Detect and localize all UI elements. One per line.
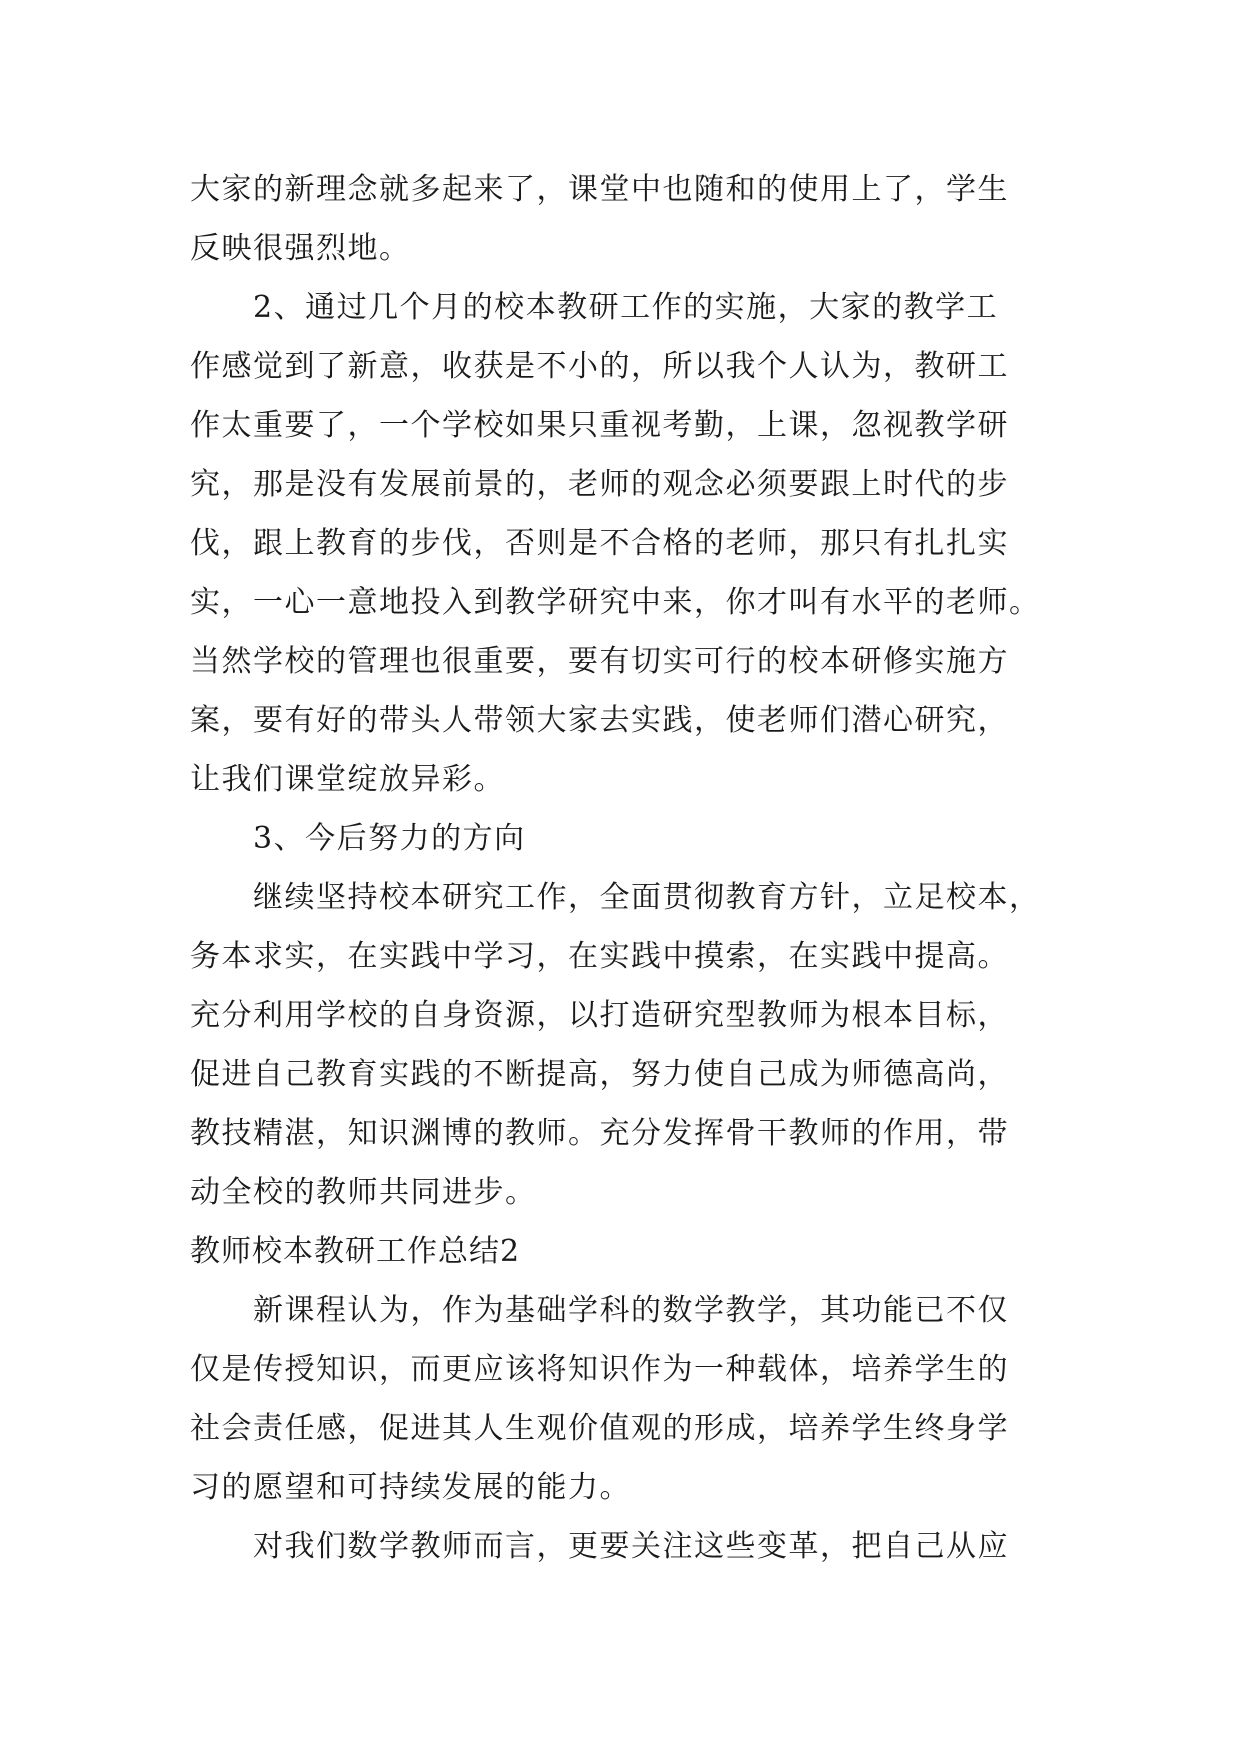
text-line: 教技精湛，知识渊博的教师。充分发挥骨干教师的作用，带 <box>190 1116 1009 1151</box>
text-line: 案，要有好的带头人带领大家去实践，使老师们潜心研究， <box>190 703 1009 738</box>
text-line: 伐，跟上教育的步伐，否则是不合格的老师，那只有扎扎实 <box>190 526 1009 561</box>
text-line: 仅是传授知识，而更应该将知识作为一种载体，培养学生的 <box>190 1352 1009 1387</box>
text-line: 2、通过几个月的校本教研工作的实施，大家的教学工 <box>253 290 999 325</box>
text-line: 习的愿望和可持续发展的能力。 <box>190 1470 631 1505</box>
text-line: 3、今后努力的方向 <box>253 821 526 856</box>
text-line: 促进自己教育实践的不断提高，努力使自己成为师德高尚， <box>190 1057 1009 1092</box>
text-line: 究，那是没有发展前景的，老师的观念必须要跟上时代的步 <box>190 467 1009 502</box>
text-line: 社会责任感，促进其人生观价值观的形成，培养学生终身学 <box>190 1411 1009 1446</box>
text-line: 动全校的教师共同进步。 <box>190 1175 537 1210</box>
text-line: 让我们课堂绽放异彩。 <box>190 762 505 797</box>
text-line: 实，一心一意地投入到教学研究中来，你才叫有水平的老师。 <box>190 585 1041 620</box>
text-line: 反映很强烈地。 <box>190 231 411 266</box>
section-heading: 教师校本教研工作总结2 <box>190 1234 521 1269</box>
text-line: 对我们数学教师而言，更要关注这些变革，把自己从应 <box>253 1529 1009 1564</box>
text-line: 务本求实，在实践中学习，在实践中摸索，在实践中提高。 <box>190 939 1009 974</box>
text-line: 作感觉到了新意，收获是不小的，所以我个人认为，教研工 <box>190 349 1009 384</box>
text-line: 大家的新理念就多起来了，课堂中也随和的使用上了，学生 <box>190 172 1009 207</box>
text-line: 当然学校的管理也很重要，要有切实可行的校本研修实施方 <box>190 644 1009 679</box>
text-line: 充分利用学校的自身资源，以打造研究型教师为根本目标， <box>190 998 1009 1033</box>
body-text <box>190 160 1070 1576</box>
text-line: 作太重要了，一个学校如果只重视考勤，上课，忽视教学研 <box>190 408 1009 443</box>
text-line: 新课程认为，作为基础学科的数学教学，其功能已不仅 <box>253 1293 1009 1328</box>
text-line: 继续坚持校本研究工作，全面贯彻教育方针，立足校本， <box>253 880 1041 915</box>
